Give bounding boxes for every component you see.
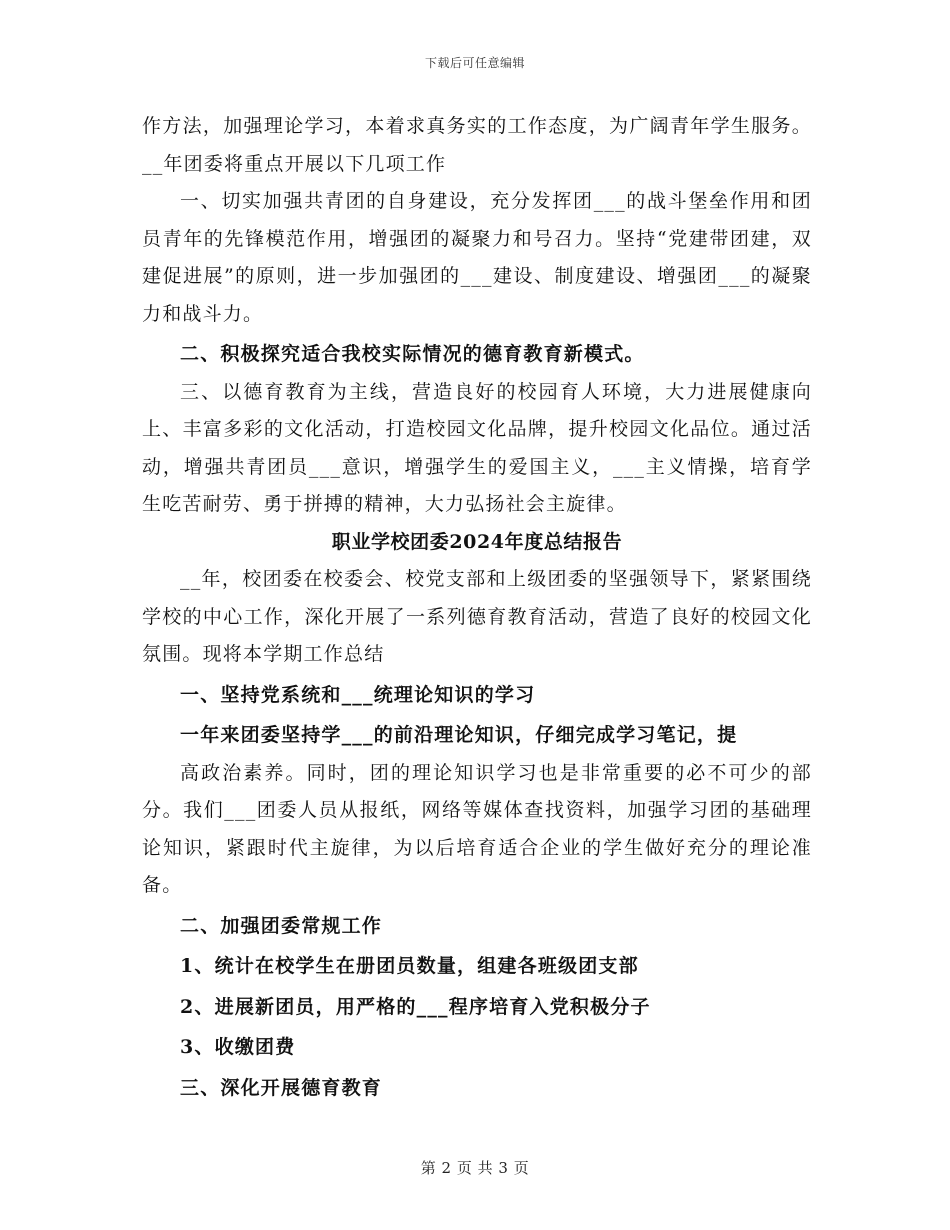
section-1-body: 高政治素养。同时，团的理论知识学习也是非常重要的必不可少的部分。我们___团委人员从报纸，网络等媒体查找资料，加强学习团的基础理论知识，紧跟时代主旋律，为以后培育适合企业的学生做好充分的理论准备。	[142, 761, 812, 896]
paragraph-continuation: 作方法，加强理论学习，本着求真务实的工作态度，为广阔青年学生服务。__年团委将重点开展以下几项工作	[142, 115, 812, 175]
list-item-2: 2、进展新团员，用严格的___程序培育入党积极分子	[180, 995, 651, 1018]
list-item-3: 3、收缴团费	[180, 1036, 296, 1058]
document-title: 职业学校团委2024年度总结报告	[331, 530, 623, 553]
list-item-1: 1、统计在校学生在册团员数量，组建各班级团支部	[180, 955, 639, 977]
paragraph-item-1: 一、切实加强共青团的自身建设，充分发挥团___的战斗堡垒作用和团员青年的先锋模范作用，增强团的凝聚力和号召力。坚持“党建带团建，双建促进展”的原则，进一步加强团的___建设、制度建设、增强团___的凝聚力和战斗力。	[142, 190, 812, 325]
paragraph-item-2-heading: 二、积极探究适合我校实际情况的德育教育新模式。	[180, 343, 645, 365]
page-footer: 第 2 页 共 3 页	[420, 1159, 530, 1177]
paragraph-item-3: 三、以德育教育为主线，营造良好的校园育人环境，大力进展健康向上、丰富多彩的文化活动，打造校园文化品牌，提升校园文化品位。通过活动，增强共青团员___意识，增强学生的爱国主义，___主义情操，培育学生吃苦耐劳、勇于拼搏的精神，大力弘扬社会主旋律。	[142, 380, 812, 515]
document-body	[142, 108, 812, 1107]
section-1-lead: 一年来团委坚持学___的前沿理论知识，仔细完成学习笔记，提	[180, 724, 738, 746]
section-heading-1: 一、坚持党系统和___统理论知识的学习	[180, 683, 536, 706]
page-header-note: 下载后可任意编辑	[424, 56, 525, 70]
paragraph-intro: __年，校团委在校委会、校党支部和上级团委的坚强领导下，紧紧围绕学校的中心工作，深化开展了一系列德育教育活动，营造了良好的校园文化氛围。现将本学期工作总结	[142, 568, 812, 665]
section-heading-2: 二、加强团委常规工作	[180, 914, 383, 937]
section-heading-3: 三、深化开展德育教育	[180, 1076, 383, 1099]
